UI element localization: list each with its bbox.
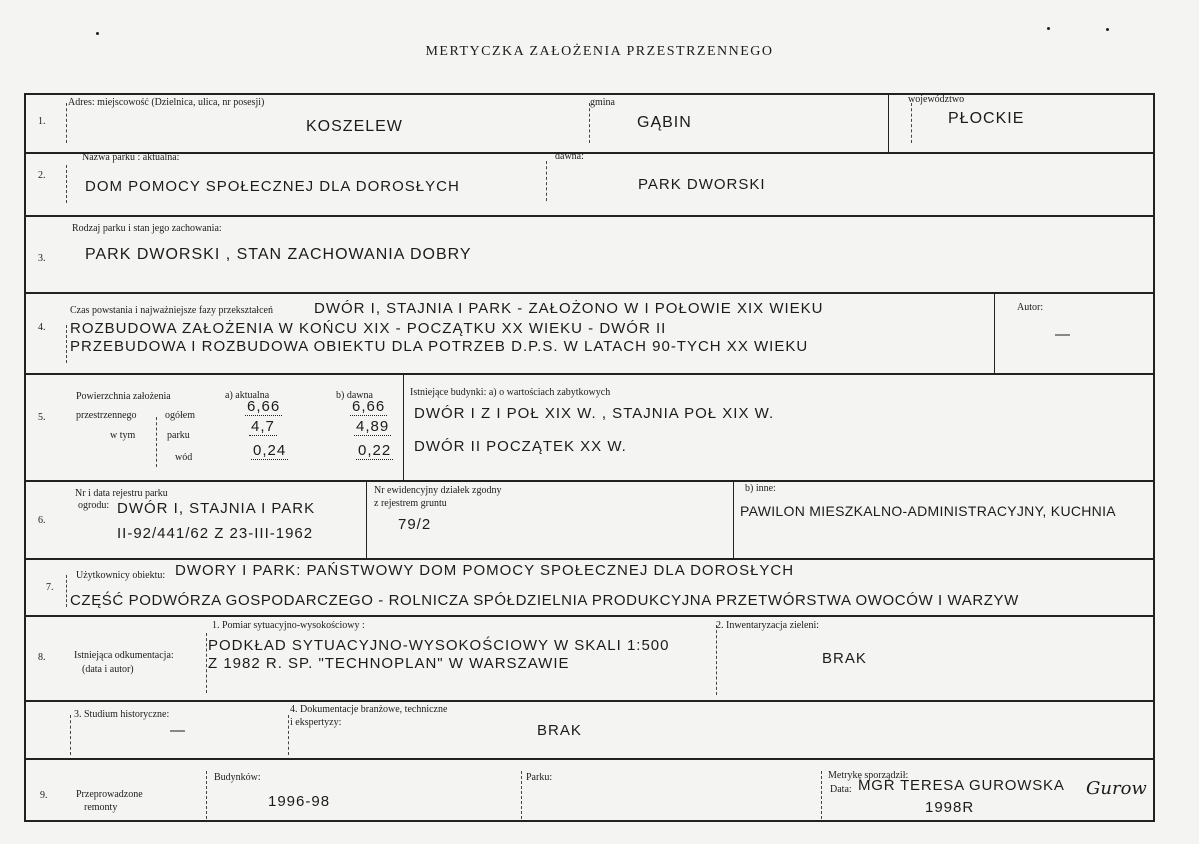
former-area-label: b) dawna	[336, 390, 373, 401]
scan-speck	[96, 32, 99, 35]
area-label: Powierzchnia założenia	[76, 391, 171, 402]
plot-label: Nr ewidencyjny działek zgodny	[374, 485, 502, 496]
row-number: 7.	[46, 582, 54, 593]
park-repairs-label: Parku:	[526, 772, 553, 783]
row-number: 4.	[38, 322, 46, 333]
building-repairs-label: Budynków:	[214, 772, 261, 783]
row-number: 9.	[40, 790, 48, 801]
current-park: 4,7	[251, 418, 275, 435]
buildings-line-2: DWÓR II POCZĄTEK XX W.	[414, 438, 627, 455]
documentation-label: Istniejąca odkumentacja:	[74, 650, 174, 661]
gmina-label: gmina	[590, 97, 615, 108]
park-name-value: DOM POMOCY SPOŁECZNEJ DLA DOROSŁYCH	[85, 178, 460, 195]
historic-study-value: —	[170, 722, 186, 739]
row-number: 1.	[38, 116, 46, 127]
author-label: Autor:	[1017, 302, 1044, 313]
register-label: Nr i data rejestru parku	[75, 488, 168, 499]
row-number: 8.	[38, 652, 46, 663]
history-line-2: ROZBUDOWA ZAŁOŻENIA W KOŃCU XIX - POCZĄTKU XX WIEKU - DWÓR II	[70, 320, 667, 337]
wojewodztwo-label: województwo	[908, 94, 965, 105]
former-name-value: PARK DWORSKI	[638, 176, 766, 193]
park-label: parku	[167, 430, 190, 441]
history-label: Czas powstania i najważniejsze fazy przekształceń	[70, 305, 273, 316]
buildings-line-1: DWÓR I Z I POŁ XIX W. , STAJNIA POŁ XIX W.	[414, 405, 775, 422]
row-number: 5.	[38, 412, 46, 423]
park-name-label: Nazwa parku : aktualna:	[82, 152, 180, 163]
address-label: Adres: miejscowość (Dzielnica, ulica, nr posesji)	[68, 97, 265, 108]
preparer-name: MGR TERESA GUROWSKA	[858, 777, 1065, 794]
historic-study-label: 3. Studium historyczne:	[74, 709, 170, 720]
users-label: Użytkownicy obiektu:	[76, 570, 166, 581]
current-area-label: a) aktualna	[225, 390, 270, 401]
former-name-label: dawna:	[555, 151, 584, 162]
history-line-3: PRZEBUDOWA I ROZBUDOWA OBIEKTU DLA POTRZEB D.P.S. W LATACH 90-TYCH XX WIEKU	[70, 338, 809, 355]
current-total: 6,66	[247, 398, 281, 415]
date-label: Data:	[830, 784, 852, 795]
buildings-label: Istniejące budynki: a) o wartościach zabytkowych	[410, 387, 611, 398]
technical-docs-label-2: i ekspertyzy:	[290, 717, 342, 728]
former-park: 4,89	[356, 418, 390, 435]
handwritten-signature: Gurow	[1086, 778, 1147, 799]
technical-docs-label: 4. Dokumentacje branżowe, techniczne	[290, 704, 448, 715]
other-buildings-value: PAWILON MIESZKALNO-ADMINISTRACYJNY, KUCHNIA	[740, 503, 1116, 519]
row-number: 6.	[38, 515, 46, 526]
survey-label: 1. Pomiar sytuacyjno-wysokościowy :	[212, 620, 365, 631]
prepared-by-label: Metrykę sporządził:	[828, 770, 909, 781]
scan-speck	[1106, 28, 1109, 31]
park-type-label: Rodzaj parku i stan jego zachowania:	[72, 223, 222, 234]
survey-line-1: PODKŁAD SYTUACYJNO-WYSOKOŚCIOWY W SKALI 1:500	[208, 637, 670, 654]
address-value: KOSZELEW	[306, 118, 403, 135]
other-buildings-label: b) inne:	[745, 483, 776, 494]
repairs-label-2: remonty	[84, 802, 118, 813]
greenery-label: 2. Inwentaryzacja zieleni:	[716, 620, 819, 631]
former-water: 0,22	[358, 442, 392, 459]
register-line-1: DWÓR I, STAJNIA I PARK	[117, 500, 316, 517]
row-number: 3.	[38, 253, 46, 264]
greenery-value: BRAK	[822, 650, 867, 667]
scan-speck	[1047, 27, 1050, 30]
register-line-2: II-92/441/62 Z 23-III-1962	[117, 525, 314, 542]
users-line-2: CZĘŚĆ PODWÓRZA GOSPODARCZEGO - ROLNICZA SPÓŁDZIELNIA PRODUKCYJNA PRZETWÓRSTWA OWOCÓW I WARZYW	[70, 592, 1019, 609]
document-title: MERTYCZKA ZAŁOŻENIA PRZESTRZENNEGO	[425, 44, 774, 59]
building-repairs-value: 1996-98	[268, 793, 331, 810]
documentation-label-2: (data i autor)	[82, 664, 134, 675]
preparation-year: 1998R	[925, 799, 975, 816]
technical-docs-value: BRAK	[537, 722, 582, 739]
water-label: wód	[175, 452, 193, 463]
gmina-value: GĄBIN	[637, 114, 692, 131]
park-type-value: PARK DWORSKI , STAN ZACHOWANIA DOBRY	[85, 246, 472, 263]
total-label: ogółem	[165, 410, 195, 421]
survey-line-2: Z 1982 R. SP. "TECHNOPLAN" W WARSZAWIE	[208, 655, 570, 672]
row-number: 2.	[38, 170, 46, 181]
register-label-2: ogrodu:	[78, 500, 110, 511]
plot-label-2: z rejestrem gruntu	[374, 498, 447, 509]
former-total: 6,66	[352, 398, 386, 415]
wojewodztwo-value: PŁOCKIE	[948, 110, 1025, 127]
current-water: 0,24	[253, 442, 287, 459]
record-form	[24, 93, 1155, 822]
users-line-1: DWORY I PARK: PAŃSTWOWY DOM POMOCY SPOŁECZNEJ DLA DOROSŁYCH	[175, 562, 795, 579]
area-label-3: w tym	[110, 430, 136, 441]
repairs-label: Przeprowadzone	[76, 789, 143, 800]
area-label-2: przestrzennego	[76, 410, 137, 421]
history-line-1: DWÓR I, STAJNIA I PARK - ZAŁOŻONO W I POŁOWIE XIX WIEKU	[314, 300, 824, 317]
plot-value: 79/2	[398, 516, 432, 533]
author-value: —	[1055, 326, 1071, 343]
